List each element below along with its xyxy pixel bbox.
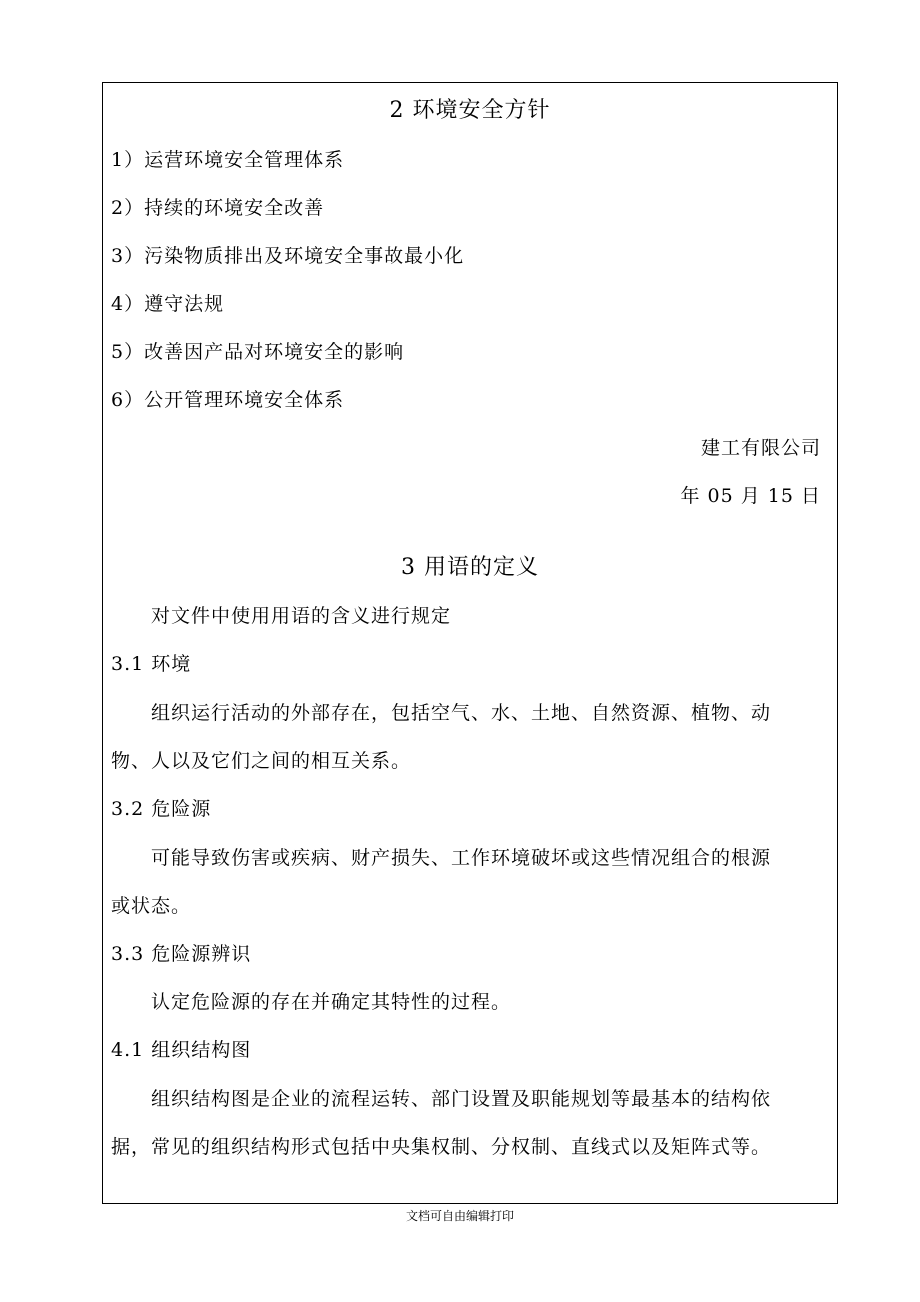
policy-item-2: 2）持续的环境安全改善	[111, 197, 325, 219]
environment-heading: 3.1 环境	[111, 653, 192, 675]
section-2-title: 2 环境安全方针	[389, 98, 551, 123]
policy-item-6: 6）公开管理环境安全体系	[111, 389, 345, 411]
document-frame	[102, 82, 838, 1204]
section-3-title: 3 用语的定义	[401, 555, 539, 580]
org-chart-text-line-2: 据，常见的组织结构形式包括中央集权制、分权制、直线式以及矩阵式等。	[111, 1136, 772, 1158]
issue-date: 年 05 月 15 日	[680, 485, 821, 507]
hazard-identification-text: 认定危险源的存在并确定其特性的过程。	[151, 991, 512, 1013]
page-footer: 文档可自由编辑打印	[405, 1209, 514, 1223]
environment-text-line-1: 组织运行活动的外部存在，包括空气、水、土地、自然资源、植物、动	[151, 702, 772, 724]
org-chart-text-line-1: 组织结构图是企业的流程运转、部门设置及职能规划等最基本的结构依	[151, 1088, 772, 1110]
policy-item-1: 1）运营环境安全管理体系	[111, 149, 345, 171]
hazard-text-line-1: 可能导致伤害或疾病、财产损失、工作环境破坏或这些情况组合的根源	[151, 847, 772, 869]
section-3-intro: 对文件中使用用语的含义进行规定	[151, 605, 452, 627]
hazard-identification-heading: 3.3 危险源辨识	[111, 943, 252, 965]
policy-item-4: 4）遵守法规	[111, 293, 225, 315]
hazard-heading: 3.2 危险源	[111, 798, 212, 820]
company-name: 建工有限公司	[700, 437, 821, 459]
policy-item-3: 3）污染物质排出及环境安全事故最小化	[111, 245, 465, 267]
org-chart-heading: 4.1 组织结构图	[111, 1039, 252, 1061]
environment-text-line-2: 物、人以及它们之间的相互关系。	[111, 750, 412, 772]
hazard-text-line-2: 或状态。	[111, 895, 192, 917]
policy-item-5: 5）改善因产品对环境安全的影响	[111, 341, 405, 363]
